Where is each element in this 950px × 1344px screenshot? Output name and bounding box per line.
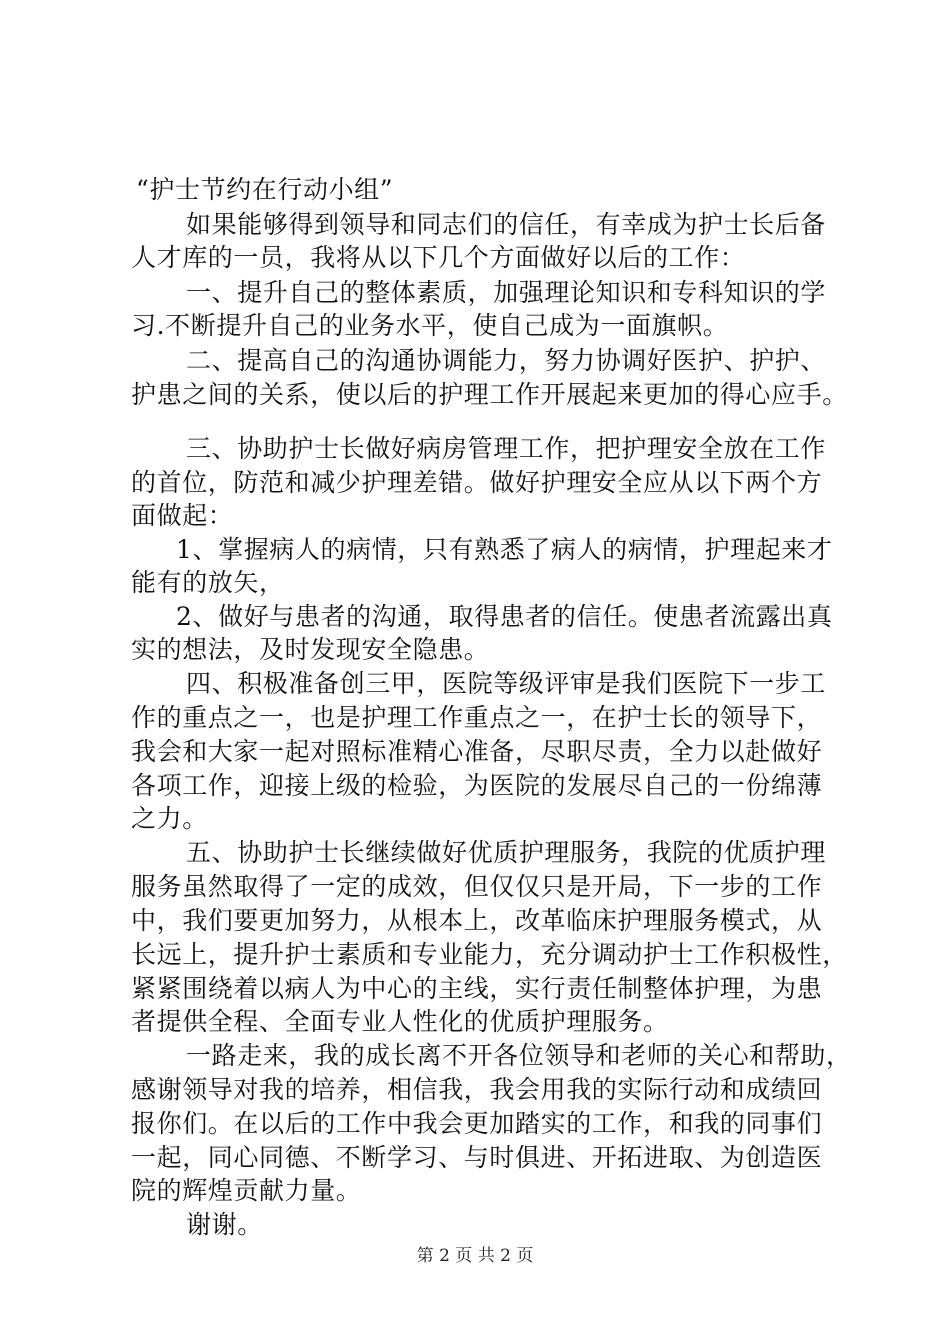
paragraph-line: 一路走来，我的成长离不开各位领导和老师的关心和帮助， — [186, 1041, 852, 1070]
paragraph-line: 我会和大家一起对照标准精心准备，尽职尽责，全力以赴做好 — [131, 737, 823, 766]
paragraph-line: 面做起： — [131, 501, 234, 530]
paragraph-line: 一起，同心同德、不断学习、与时俱进、开拓进取、为创造医 — [131, 1143, 823, 1172]
paragraph-line: 服务虽然取得了一定的成效，但仅仅只是开局，下一步的工作 — [131, 872, 823, 901]
paragraph-line: 感谢领导对我的培养，相信我，我会用我的实际行动和成绩回 — [131, 1075, 823, 1104]
paragraph-line: 能有的放矢， — [131, 568, 285, 597]
paragraph-line: 护患之间的关系，使以后的护理工作开展起来更加的得心应手。 — [131, 380, 848, 409]
closing-line: 谢谢。 — [186, 1210, 263, 1239]
paragraph-line: 2、做好与患者的沟通，取得患者的信任。使患者流露出真 — [176, 602, 833, 631]
paragraph-line: 之力。 — [131, 804, 208, 833]
paragraph-line: 的首位，防范和减少护理差错。做好护理安全应从以下两个方 — [131, 468, 823, 497]
title-line: “护士节约在行动小组” — [136, 175, 394, 204]
paragraph-line: 五、协助护士长继续做好优质护理服务，我院的优质护理 — [186, 838, 827, 867]
paragraph-line: 如果能够得到领导和同志们的信任，有幸成为护士长后备 — [186, 210, 827, 239]
paragraph-line: 紧紧围绕着以病人为中心的主线，实行责任制整体护理，为患 — [131, 974, 823, 1003]
paragraph-line: 作的重点之一，也是护理工作重点之一，在护士长的领导下， — [131, 703, 823, 732]
paragraph-line: 1、掌握病人的病情，只有熟悉了病人的病情，护理起来才 — [176, 535, 833, 564]
paragraph-line: 四、积极准备创三甲，医院等级评审是我们医院下一步工 — [186, 669, 827, 698]
paragraph-line: 报你们。在以后的工作中我会更加踏实的工作，和我的同事们 — [131, 1109, 823, 1138]
paragraph-line: 习.不断提升自己的业务水平，使自己成为一面旗帜。 — [131, 311, 729, 340]
paragraph-line: 院的辉煌贡献力量。 — [131, 1176, 362, 1205]
page-footer: 第 2 页 共 2 页 — [416, 1246, 534, 1266]
paragraph-line: 者提供全程、全面专业人性化的优质护理服务。 — [131, 1007, 669, 1036]
paragraph-line: 中，我们要更加努力，从根本上，改革临床护理服务模式，从 — [131, 906, 823, 935]
paragraph-line: 三、协助护士长做好病房管理工作，把护理安全放在工作 — [186, 434, 827, 463]
paragraph-line: 二、提高自己的沟通协调能力，努力协调好医护、护护、 — [186, 346, 827, 375]
paragraph-line: 一、提升自己的整体素质，加强理论知识和专科知识的学 — [186, 278, 827, 307]
paragraph-line: 实的想法，及时发现安全隐患。 — [131, 635, 490, 664]
paragraph-line: 人才库的一员，我将从以下几个方面做好以后的工作： — [131, 243, 746, 272]
paragraph-line: 长远上，提升护士素质和专业能力，充分调动护士工作积极性， — [131, 940, 848, 969]
paragraph-line: 各项工作，迎接上级的检验，为医院的发展尽自己的一份绵薄 — [131, 771, 823, 800]
